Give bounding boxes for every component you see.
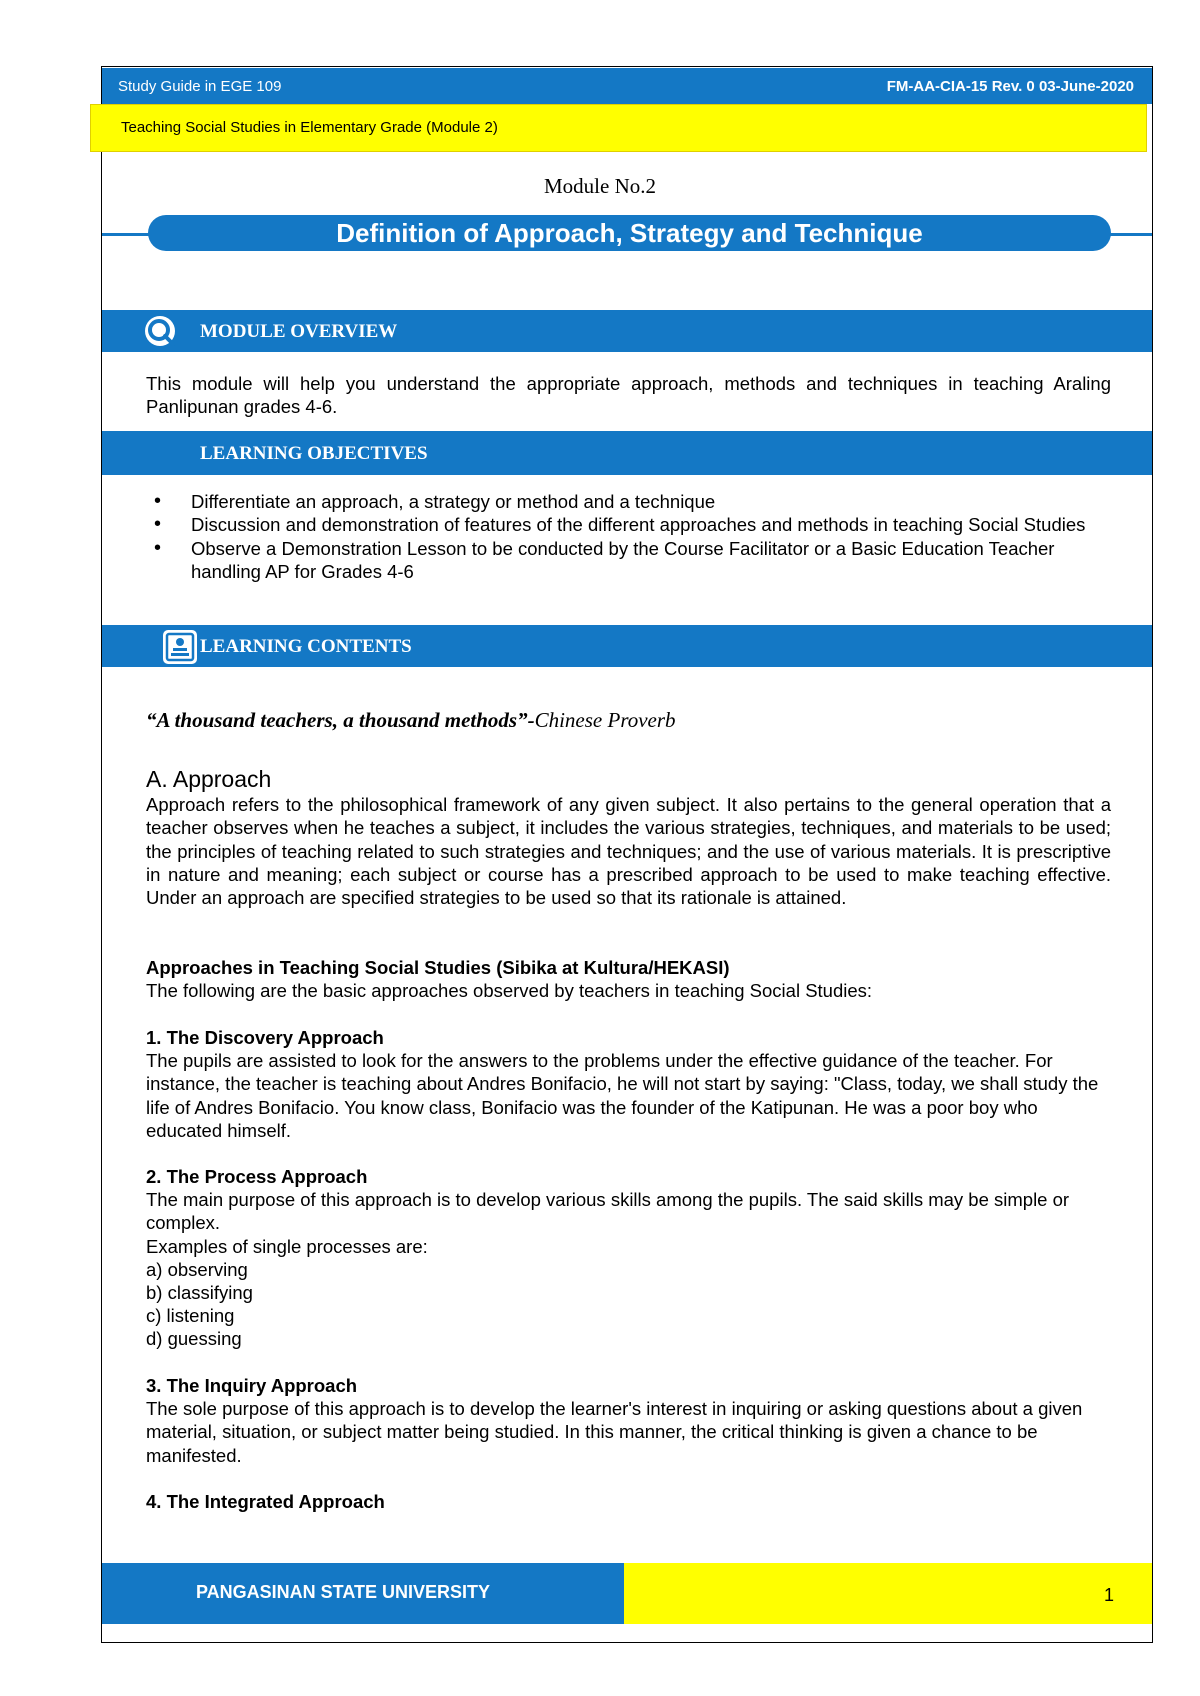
- overview-text: This module will help you understand the appropriate approach, methods and techniques in teaching Araling Panlipunan grades 4-6.: [146, 373, 1111, 418]
- discovery-title: 1. The Discovery Approach: [146, 1027, 384, 1048]
- list-item: a) observing: [146, 1259, 248, 1280]
- list-item: d) guessing: [146, 1328, 242, 1349]
- quote-source: Chinese Proverb: [534, 708, 676, 732]
- section-a-title: A. Approach: [146, 766, 272, 792]
- process-title: 2. The Process Approach: [146, 1166, 368, 1187]
- module-overview-bar: [102, 310, 1152, 352]
- list-item: • Differentiate an approach, a strategy or method and a technique: [146, 490, 1111, 513]
- learning-contents-bar: [102, 625, 1152, 667]
- document-icon: [162, 629, 198, 671]
- learning-objectives-bar: [102, 431, 1152, 475]
- header-bar: [102, 68, 1152, 104]
- list-item: b) classifying: [146, 1282, 253, 1303]
- approaches-intro: The following are the basic approaches observed by teachers in teaching Social Studies:: [146, 980, 873, 1001]
- learning-contents-heading: LEARNING CONTENTS: [200, 636, 412, 657]
- learning-objectives-heading: LEARNING OBJECTIVES: [200, 443, 428, 464]
- objectives-list: [146, 490, 1111, 583]
- discovery-text: The pupils are assisted to look for the answers to the problems under the effective guidance of the teacher. For instance, the teacher is teaching about Andres Bonifacio, he will not start by saying: "Class, today, we shall study the life of Andres Bonifacio. You know class, Bonifacio was the founder of the Katipunan. He was a poor boy who educated himself.: [146, 1050, 1099, 1141]
- module-number: Module No.2: [544, 174, 656, 198]
- approaches-heading: Approaches in Teaching Social Studies (Sibika at Kultura/HEKASI): [146, 957, 730, 978]
- form-code: FM-AA-CIA-15 Rev. 0 03-June-2020: [886, 78, 1134, 95]
- title-rule-right: [1105, 233, 1152, 236]
- list-item: • Observe a Demonstration Lesson to be conducted by the Course Facilitator or a Basic Education Teacher handling AP for Grades 4-6: [146, 537, 1111, 584]
- process-examples-label: Examples of single processes are:: [146, 1236, 428, 1257]
- magnifier-icon: [140, 312, 184, 358]
- module-overview-heading: MODULE OVERVIEW: [200, 321, 398, 342]
- footer-page-bar: [624, 1563, 1152, 1624]
- list-item: c) listening: [146, 1305, 235, 1326]
- inquiry-text: The sole purpose of this approach is to develop the learner's interest in inquiring or asking questions about a given material, situation, or subject matter being studied. In this manner, the critical thinking is given a chance to be manifested.: [146, 1398, 1083, 1466]
- module-title: Definition of Approach, Strategy and Technique: [148, 215, 1111, 251]
- title-rule-left: [102, 233, 152, 236]
- list-item: • Discussion and demonstration of features of the different approaches and methods in teaching Social Studies: [146, 513, 1111, 536]
- section-a-text: Approach refers to the philosophical framework of any given subject. It also pertains to the general operation that a teacher observes when he teaches a subject, it includes the various strategies, techniques, and materials to be used; the principles of teaching related to such strategies and techniques; and the use of various materials. It is prescriptive in nature and meaning; each subject or course has a prescribed approach to be used to make teaching effective. Under an approach are specified strategies to be used so that its rationale is attained.: [146, 794, 1111, 909]
- integrated-title: 4. The Integrated Approach: [146, 1491, 385, 1512]
- subtitle-bar: [90, 104, 1147, 152]
- proverb-quote: [146, 708, 676, 733]
- page-number: 1: [1103, 1585, 1114, 1605]
- university-name: PANGASINAN STATE UNIVERSITY: [196, 1582, 491, 1602]
- process-text: The main purpose of this approach is to develop various skills among the pupils. The said skills may be simple or complex.: [146, 1189, 1070, 1234]
- footer-university-bar: [102, 1563, 624, 1624]
- course-label: Study Guide in EGE 109: [118, 78, 282, 95]
- quote-text: “A thousand teachers, a thousand methods”-: [146, 708, 535, 732]
- subtitle-text: Teaching Social Studies in Elementary Grade (Module 2): [121, 119, 498, 136]
- inquiry-title: 3. The Inquiry Approach: [146, 1375, 358, 1396]
